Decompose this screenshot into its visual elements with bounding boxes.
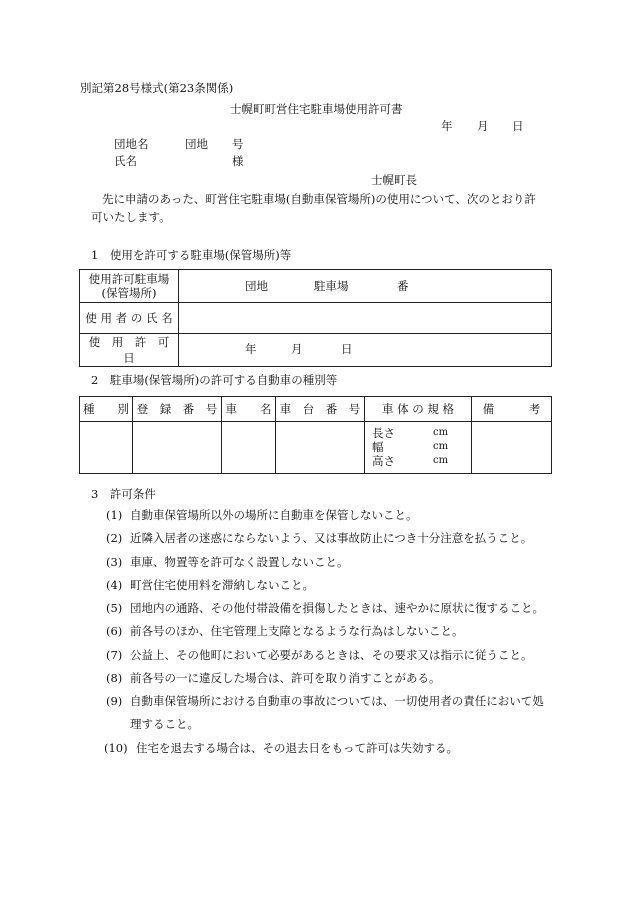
vehicle-size-header: 車 体 の 規 格: [365, 397, 472, 422]
issuer-name: 士幌町長: [371, 173, 417, 187]
permit-date-label: 使 用 許 可 日: [88, 335, 181, 365]
width-unit: cm: [433, 441, 449, 452]
permit-parking-label-cell: [80, 270, 179, 303]
user-name-label: 使 用 者 の 氏 名: [85, 311, 173, 325]
condition-number: (6): [106, 624, 123, 638]
vehicle-name-cell: [222, 422, 276, 474]
date-day-label: 日: [512, 119, 524, 133]
date-month-label: 月: [477, 119, 489, 133]
height-unit: cm: [433, 455, 449, 466]
form-number-label: 別記第28号様式(第23条関係): [80, 81, 234, 95]
condition-number: (3): [106, 555, 123, 569]
registration-number-cell: [133, 422, 222, 474]
condition-text: 住宅を退去する場合は、その退去日をもって許可は失効する。: [136, 741, 458, 755]
condition-text: 町営住宅使用料を滞納しないこと。: [130, 578, 314, 592]
condition-text: 自動車保管場所以外の場所に自動車を保管しないこと。: [130, 508, 418, 522]
date-year-label: 年: [441, 119, 453, 133]
section-2-heading: 2 駐車場(保管場所)の許可する自動車の種別等: [91, 373, 338, 387]
document-title: 士幌町町営住宅駐車場使用許可書: [230, 102, 403, 116]
condition-text: 団地内の通路、その他付帯設備を損傷したときは、速やかに原状に復すること。: [130, 601, 544, 615]
chassis-number-cell: [276, 422, 365, 474]
unit-number-label: 号: [232, 137, 244, 151]
registration-number-header: 登 録 番 号: [133, 397, 222, 422]
table-row: [80, 334, 552, 367]
condition-number: (9): [106, 694, 123, 708]
permit-parking-sublabel: (保管場所): [101, 286, 157, 300]
condition-text: 前各号のほか、住宅管理上支障となるような行為はしないこと。: [130, 624, 464, 638]
condition-number: (5): [106, 601, 123, 615]
permit-month-label: 月: [291, 342, 303, 356]
condition-text: 前各号の一に違反した場合は、許可を取り消すことがある。: [130, 671, 441, 685]
permit-parking-value-cell: [179, 270, 552, 303]
length-unit: cm: [433, 427, 449, 438]
permit-year-label: 年: [245, 342, 257, 356]
table-row: [80, 303, 552, 334]
table-row: [80, 270, 552, 303]
vehicle-size-cell: [365, 422, 472, 474]
vehicle-name-header: 車 名: [222, 397, 276, 422]
condition-text: 近隣入居者の迷惑にならないよう、又は事故防止につき十分注意を払うこと。: [130, 531, 533, 545]
vehicle-type-cell: [80, 422, 133, 474]
parking-lot-label: 駐車場: [314, 279, 349, 293]
section-1-heading: 1 使用を許可する駐車場(保管場所)等: [91, 248, 292, 262]
permit-table: [79, 269, 552, 367]
permit-parking-label: 使用許可駐車場: [88, 271, 170, 286]
height-label: 高さ: [372, 454, 395, 468]
chassis-number-header: 車 台 番 号: [276, 397, 365, 422]
permit-date-value-cell: [179, 334, 552, 367]
section-3-heading: 3 許可条件: [91, 487, 156, 501]
user-name-label-cell: [80, 303, 179, 334]
length-label: 長さ: [372, 426, 395, 440]
table-row: [80, 422, 552, 474]
name-label: 氏名: [114, 154, 137, 168]
complex-name-label: 団地名: [114, 137, 149, 151]
condition-number: (10): [104, 741, 128, 755]
intro-paragraph-line-2: 可いたします。: [91, 210, 171, 224]
condition-text: 車庫、物置等を許可なく設置しないこと。: [130, 555, 349, 569]
condition-text: 自動車保管場所における自動車の事故については、一切使用者の責任において処: [130, 694, 544, 708]
user-name-value-cell: [179, 303, 552, 334]
vehicle-type-header: 種 別: [80, 397, 133, 422]
permit-day-label: 日: [341, 342, 353, 356]
condition-number: (4): [106, 578, 123, 592]
remarks-header: 備 考: [472, 397, 552, 422]
remarks-cell: [472, 422, 552, 474]
permit-date-label-cell: [80, 334, 179, 367]
condition-text-continuation: 理すること。: [130, 717, 199, 731]
parking-space-number-label: 番: [397, 279, 409, 293]
condition-number: (1): [106, 508, 123, 522]
condition-text: 公益上、その他町において必要があるときは、その要求又は指示に従うこと。: [130, 648, 533, 662]
width-label: 幅: [372, 440, 384, 454]
table-row: [80, 397, 552, 422]
condition-number: (2): [106, 531, 123, 545]
vehicle-table: [79, 396, 552, 474]
intro-paragraph-line-1: 先に申請のあった、町営住宅駐車場(自動車保管場所)の使用について、次のとおり許: [102, 192, 536, 206]
parking-complex-label: 団地: [245, 279, 268, 293]
honorific-label: 様: [232, 154, 244, 168]
condition-number: (8): [106, 671, 123, 685]
condition-number: (7): [106, 648, 123, 662]
complex-label: 団地: [185, 137, 208, 151]
